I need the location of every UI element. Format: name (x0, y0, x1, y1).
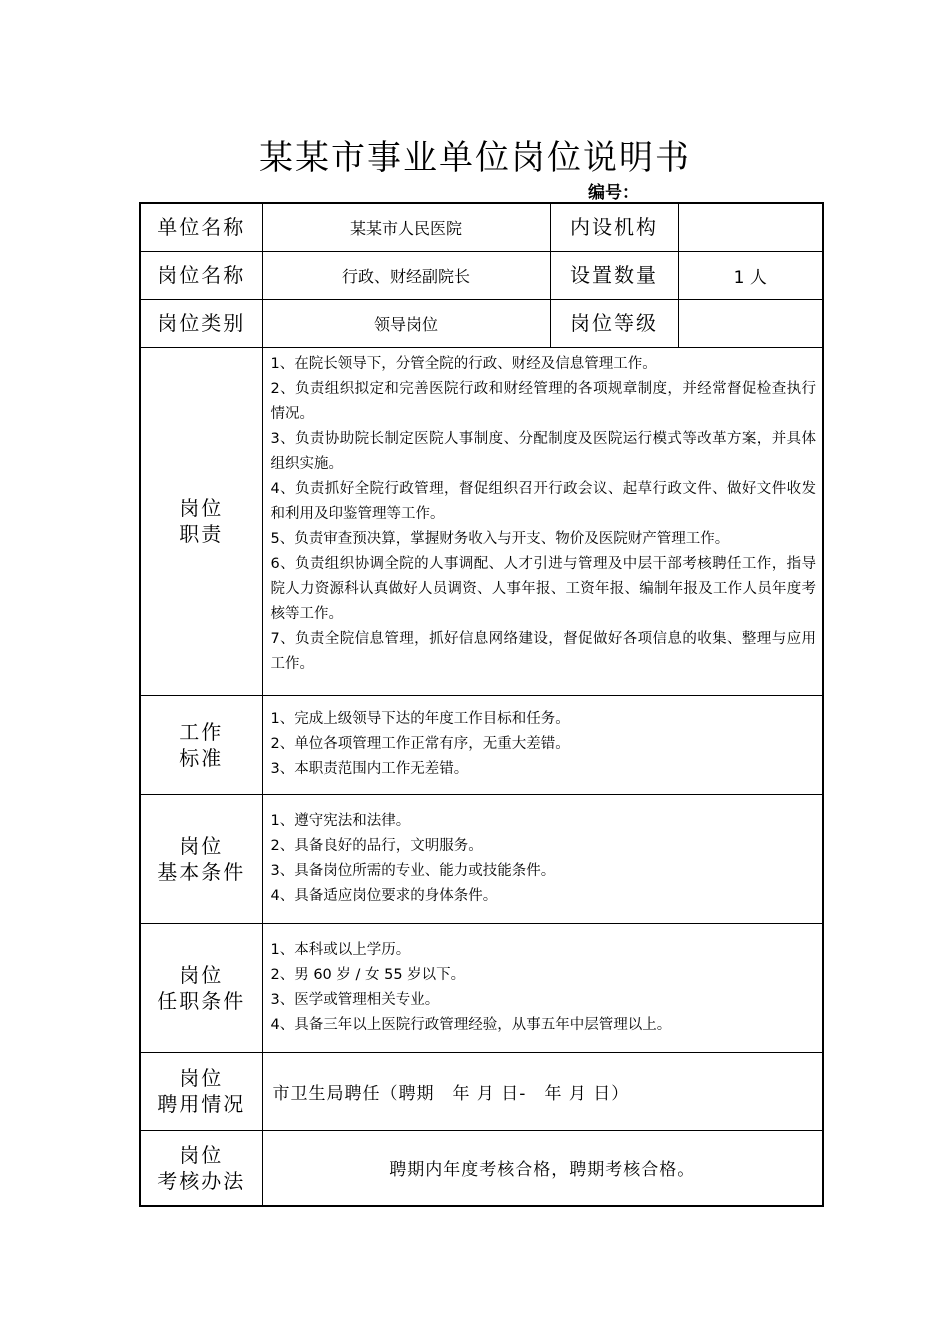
standards-label-line2: 标准 (179, 745, 224, 770)
headcount-label: 设置数量 (550, 251, 678, 299)
document-title: 某某市事业单位岗位说明书 (259, 138, 691, 178)
list-item: 2、男 60 岁 / 女 55 岁以下。 (270, 966, 466, 983)
duties-label-line2: 职责 (179, 522, 224, 546)
internal-department-label: 内设机构 (550, 203, 678, 251)
basic-conditions-label (140, 794, 262, 923)
list-item: 3、本职责范围内工作无差错。 (270, 761, 469, 777)
post-name-label: 岗位名称 (140, 251, 262, 299)
employment-label-line1: 岗位 (179, 1066, 224, 1090)
duties-label (140, 347, 262, 695)
list-item: 3、具备岗位所需的专业、能力或技能条件。 (270, 862, 556, 879)
job-description-table (139, 202, 824, 1207)
table-row-job-requirements (140, 923, 823, 1052)
internal-department-value (678, 203, 823, 251)
table-row-unit-name (140, 203, 823, 251)
assessment-label-line1: 岗位 (179, 1142, 224, 1167)
assessment-label-line2: 考核办法 (157, 1168, 246, 1193)
post-name-value: 行政、财经副院长 (262, 251, 550, 299)
table-row-employment (140, 1052, 823, 1130)
list-item: 4、具备三年以上医院行政管理经验，从事五年中层管理以上。 (270, 1016, 672, 1033)
employment-label-line2: 聘用情况 (157, 1092, 246, 1116)
post-category-label: 岗位类别 (140, 299, 262, 347)
table-row-standards (140, 695, 823, 794)
employment-content: 市卫生局聘任（聘期 年 月 日- 年 月 日） (262, 1052, 823, 1130)
list-item: 1、完成上级领导下达的年度工作目标和任务。 (270, 711, 570, 727)
job-requirements-label-line1: 岗位 (179, 962, 224, 987)
duties-label-line1: 岗位 (179, 496, 224, 520)
assessment-content: 聘期内年度考核合格，聘期考核合格。 (262, 1130, 823, 1206)
post-category-value: 领导岗位 (262, 299, 550, 347)
table-row-post-name (140, 251, 823, 299)
basic-conditions-label-line2: 基本条件 (157, 859, 246, 884)
standards-content (262, 695, 823, 794)
list-item: 3、负责协助院长制定医院人事制度、分配制度及医院运行模式等改革方案，并具体组织实施。 (270, 430, 816, 472)
list-item: 6、负责组织协调全院的人事调配、人才引进与管理及中层干部考核聘任工作，指导院人力资源科认真做好人员调资、人事年报、工资年报、编制年报及工作人员年度考核等工作。 (270, 555, 816, 622)
list-item: 2、负责组织拟定和完善医院行政和财经管理的各项规章制度，并经常督促检查执行情况。 (270, 380, 816, 422)
post-grade-value (678, 299, 823, 347)
serial-number-label: 编号： (588, 183, 639, 203)
list-item: 1、在院长领导下，分管全院的行政、财经及信息管理工作。 (270, 355, 657, 372)
table-row-assessment (140, 1130, 823, 1206)
list-item: 4、具备适应岗位要求的身体条件。 (270, 887, 498, 904)
standards-label (140, 695, 262, 794)
job-requirements-content (262, 923, 823, 1052)
list-item: 4、负责抓好全院行政管理，督促组织召开行政会议、起草行政文件、做好文件收发和利用及印鉴管理等工作。 (270, 480, 816, 522)
employment-label (140, 1052, 262, 1130)
table-row-post-category (140, 299, 823, 347)
list-item: 5、负责审查预决算，掌握财务收入与开支、物价及医院财产管理工作。 (270, 530, 730, 547)
job-requirements-label-line2: 任职条件 (157, 988, 246, 1013)
list-item: 2、单位各项管理工作正常有序，无重大差错。 (270, 736, 570, 752)
list-item: 2、具备良好的品行，文明服务。 (270, 837, 483, 854)
unit-name-value: 某某市人民医院 (262, 203, 550, 251)
headcount-value: 1 人 (678, 251, 823, 299)
list-item: 3、医学或管理相关专业。 (270, 991, 440, 1008)
table-row-duties (140, 347, 823, 695)
unit-name-label: 单位名称 (140, 203, 262, 251)
list-item: 7、负责全院信息管理，抓好信息网络建设，督促做好各项信息的收集、整理与应用工作。 (270, 630, 816, 672)
list-item: 1、遵守宪法和法律。 (270, 812, 411, 829)
standards-label-line1: 工作 (179, 719, 224, 744)
post-grade-label: 岗位等级 (550, 299, 678, 347)
basic-conditions-label-line1: 岗位 (179, 833, 224, 858)
basic-conditions-content (262, 794, 823, 923)
list-item: 1、本科或以上学历。 (270, 941, 411, 958)
assessment-label (140, 1130, 262, 1206)
duties-content (262, 347, 823, 695)
table-row-basic-conditions (140, 794, 823, 923)
job-requirements-label (140, 923, 262, 1052)
